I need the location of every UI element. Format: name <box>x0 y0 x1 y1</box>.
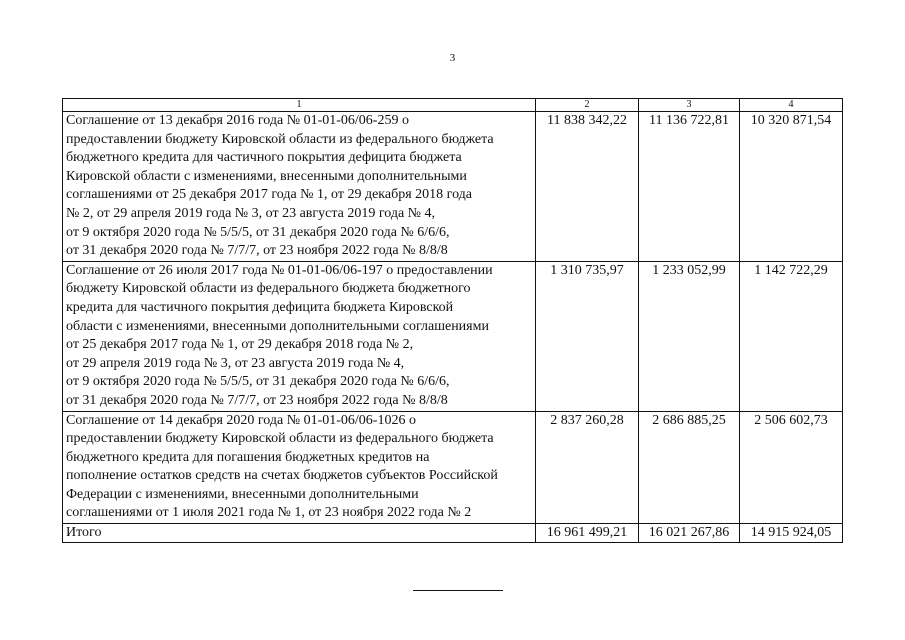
total-col2: 16 961 499,21 <box>536 524 639 543</box>
total-row <box>63 524 843 543</box>
amount-col2: 2 837 260,28 <box>536 411 639 524</box>
amount-col3: 11 136 722,81 <box>639 112 740 262</box>
table-row <box>63 112 843 262</box>
amount-col3: 1 233 052,99 <box>639 261 740 411</box>
total-label: Итого <box>63 524 536 543</box>
column-header-4: 4 <box>740 99 843 112</box>
amount-col3: 2 686 885,25 <box>639 411 740 524</box>
amount-col4: 1 142 722,29 <box>740 261 843 411</box>
column-header-3: 3 <box>639 99 740 112</box>
table-header-row <box>63 99 843 112</box>
agreement-description: Соглашение от 14 декабря 2020 года № 01-01-06/06-1026 о предоставлении бюджету Кировской области из федерального бюджета бюджетного кредита для погашения бюджетных кредитов на пополнение остатков средств на счетах бюджетов субъектов Российской Федерации с изменениями, внесенными дополнительными соглашениями от 1 июля 2021 года № 1, от 23 ноября 2022 года № 2 <box>63 411 536 524</box>
agreement-description: Соглашение от 13 декабря 2016 года № 01-01-06/06-259 о предоставлении бюджету Кировской области из федерального бюджета бюджетного кредита для частичного покрытия дефицита бюджета Кировской области с изменениями, внесенными дополнительными соглашениями от 25 декабря 2017 года № 1, от 29 декабря 2018 года № 2, от 29 апреля 2019 года № 3, от 23 августа 2019 года № 4, от 9 октября 2020 года № 5/5/5, от 31 декабря 2020 года № 6/6/6, от 31 декабря 2020 года № 7/7/7, от 23 ноября 2022 года № 8/8/8 <box>63 112 536 262</box>
amount-col4: 2 506 602,73 <box>740 411 843 524</box>
footnote-divider <box>413 590 503 591</box>
column-header-1: 1 <box>63 99 536 112</box>
amount-col2: 1 310 735,97 <box>536 261 639 411</box>
total-col4: 14 915 924,05 <box>740 524 843 543</box>
table-row <box>63 411 843 524</box>
agreement-description: Соглашение от 26 июля 2017 года № 01-01-06/06-197 о предоставлении бюджету Кировской области из федерального бюджета бюджетного кредита для частичного покрытия дефицита бюджета Кировской области с изменениями, внесенными дополнительными соглашениями от 25 декабря 2017 года № 1, от 29 декабря 2018 года № 2, от 29 апреля 2019 года № 3, от 23 августа 2019 года № 4, от 9 октября 2020 года № 5/5/5, от 31 декабря 2020 года № 6/6/6, от 31 декабря 2020 года № 7/7/7, от 23 ноября 2022 года № 8/8/8 <box>63 261 536 411</box>
total-col3: 16 021 267,86 <box>639 524 740 543</box>
agreements-table <box>62 98 843 543</box>
table-row <box>63 261 843 411</box>
amount-col2: 11 838 342,22 <box>536 112 639 262</box>
column-header-2: 2 <box>536 99 639 112</box>
page-number: 3 <box>449 52 456 64</box>
amount-col4: 10 320 871,54 <box>740 112 843 262</box>
